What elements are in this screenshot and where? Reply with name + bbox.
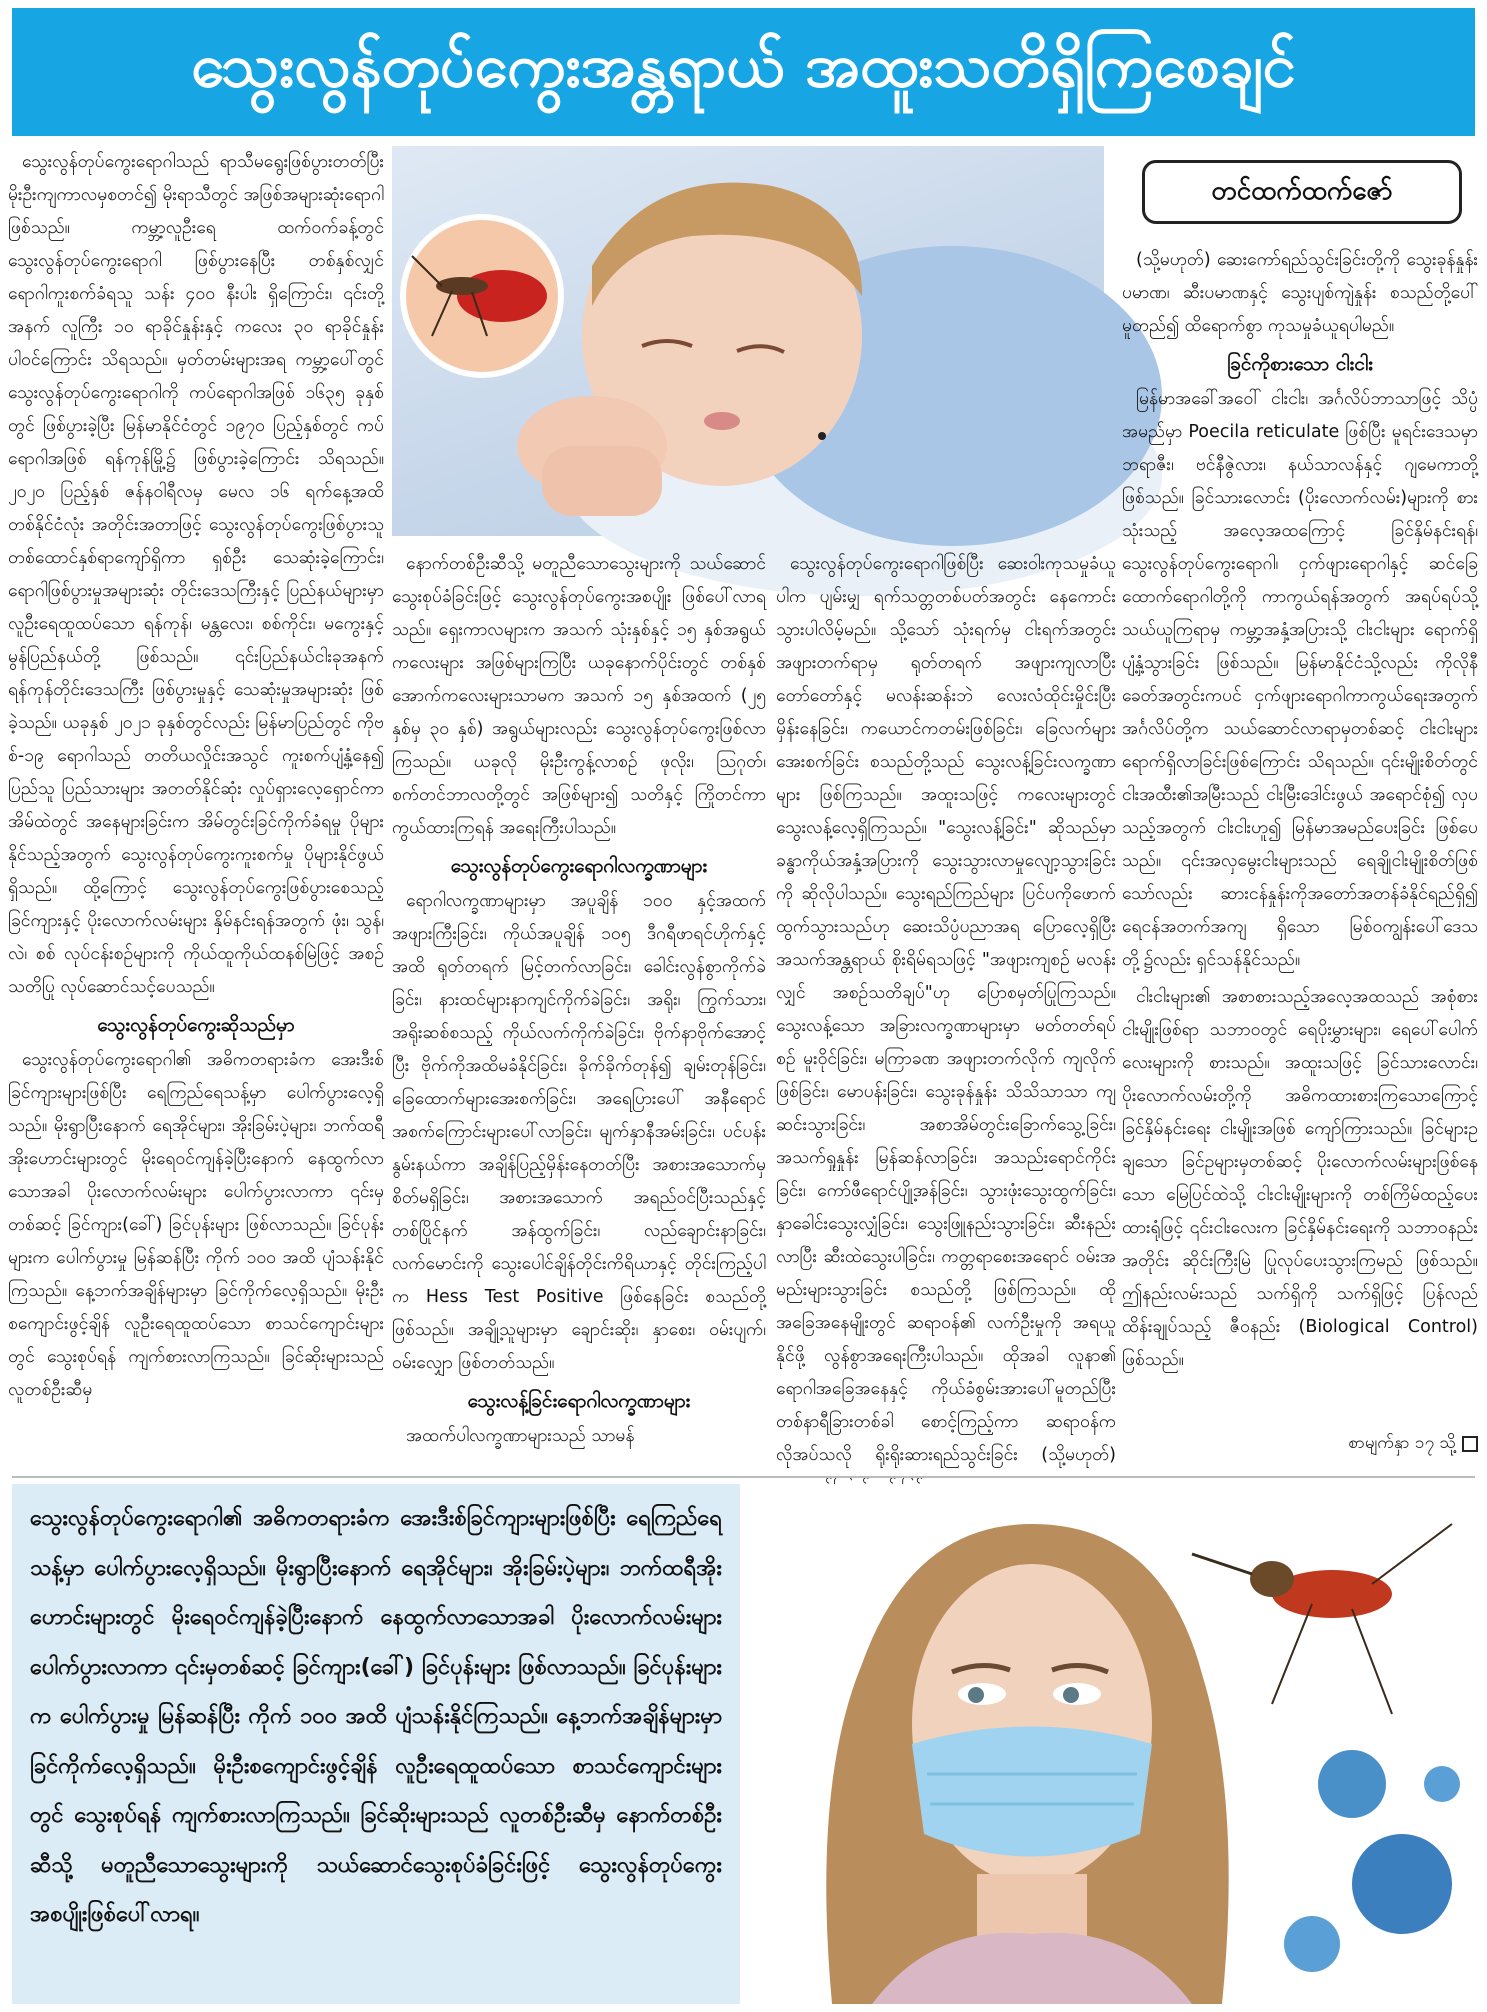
- subheading: သွေးလန့်ခြင်းရောဂါလက္ခဏာများ: [467, 1390, 691, 1412]
- continued-note: [1208, 1428, 1478, 1460]
- paragraph: သွေးလွန်တုပ်ကွေးရောဂါ၏ အဓိကတရားခံက အေးဒီးစ်ခြင်ကျားများဖြစ်ပြီး ရေကြည်ရေသန့်မှာ ပေါက်ပွားလေ့ရှိသည်။ မိုးရွာပြီးနောက် ရေအိုင်များ၊ အိုးခြမ်းပဲ့များ၊ ဘက်ထရီအိုးဟောင်းများတွင် မိုးရေဝင်ကျန်ခဲ့ပြီးနောက် နေထွက်လာသောအခါ ပိုးလောက်လမ်းများ ပေါက်ပွားလာကာ ၎င်းမှတစ်ဆင့် ခြင်ကျား(ခေါ်) ခြင်ပုန်းများ ဖြစ်လာသည်။ ခြင်ပုန်းများက ပေါက်ပွားမှု မြန်ဆန်ပြီး ကိုက် ၁၀၀ အထိ ပျံသန်းနိုင်ကြသည်။ နေ့ဘက်အချိန်များမှာ ခြင်ကိုက်လေ့ရှိသည်။ မိုးဦးစကျောင်းဖွင့်ချိန် လူဦးရေထူထပ်သော စာသင်ကျောင်းများတွင် သွေးစုပ်ရန် ကျက်စားလာကြသည်။ ခြင်ဆိုးများသည် လူတစ်ဦးဆီမှ: [8, 1050, 384, 1400]
- headline-banner: [12, 8, 1475, 136]
- paragraph: နောက်တစ်ဦးဆီသို့ မတူညီသောသွေးများကို သယ်ဆောင်သွေးစုပ်ခံခြင်းဖြင့် သွေးလွန်တုပ်ကွေးအစပျိုး ဖြစ်ပေါ်လာရသည်။ ရှေးကာလများက အသက် သုံးနှစ်နှင့် ၁၅ နှစ်အရွယ်ကလေးများ အဖြစ်များကြပြီး ယခုနောက်ပိုင်းတွင် တစ်နှစ်အောက်ကလေးများသာမက အသက် ၁၅ နှစ်အထက် (၂၅ နှစ်မှ ၃၀ နှစ်) အရွယ်များလည်း သွေးလွန်တုပ်ကွေးဖြစ်လာကြသည်။ ယခုလို မိုးဦးကွန့်လာစဉ် ဖုလိုး၊ ဩဂုတ်၊ စက်တင်ဘာလတို့တွင် အဖြစ်များ၍ သတိနှင့် ကြိုတင်ကာကွယ်ထားကြရန် အရေးကြီးပါသည်။: [392, 554, 766, 838]
- author-name-box: [1142, 160, 1462, 224]
- subheading: ခြင်ကိုစားသော ငါးငါး: [1227, 353, 1373, 375]
- article-column-2: [392, 548, 766, 1478]
- paragraph: ငါးငါးများ၏ အစာစားသည့်အလေ့အထသည် အစုံစားငါးမျိုးဖြစ်ရာ သဘာဝတွင် ရေပိုးမွှားများ၊ ရေပေါ်ပေါက်လေးများကို စားသည်။ အထူးသဖြင့် ခြင်သားလောင်း၊ ပိုးလောက်လမ်းတို့ကို အဓိကထားစားကြသောကြောင့် ခြင်နှိမ်နင်းရေး ငါးမျိုးအဖြစ် ကျော်ကြားသည်။ ခြင်များဥချသော ခြင်ဥများမှတစ်ဆင့် ပိုးလောက်လမ်းများဖြစ်နေသော မြေပြင်ထဲသို့ ငါးငါးမျိုးများကို တစ်ကြိမ်ထည့်ပေးထားရုံဖြင့် ၎င်းငါးလေးက ခြင်နှိမ်နင်းရေးကို သဘာဝနည်းအတိုင်း ဆိုင်းကြီးမြဲ ပြုလုပ်ပေးသွားကြမည် ဖြစ်သည်။ ဤနည်းလမ်းသည် သက်ရှိကို သက်ရှိဖြင့် ပြန်လည်ထိန်းချုပ်သည့် ဇီဝနည်း (Biological Control) ဖြစ်သည်။: [1122, 987, 1478, 1370]
- sleeping-child-illustration: [392, 146, 1104, 536]
- article-column-4: [1122, 244, 1478, 1424]
- author-byline: [1122, 146, 1478, 236]
- pull-quote-text: သွေးလွန်တုပ်ကွေးရောဂါ၏ အဓိကတရားခံက အေးဒီးစ်ခြင်ကျားများဖြစ်ပြီး ရေကြည်ရေသန့်မှာ ပေါက်ပွားလေ့ရှိသည်။ မိုးရွာပြီးနောက် ရေအိုင်များ၊ အိုးခြမ်းပဲ့များ၊ ဘက်ထရီအိုးဟောင်းများတွင် မိုးရေဝင်ကျန်ခဲ့ပြီးနောက် နေထွက်လာသောအခါ ပိုးလောက်လမ်းများ ပေါက်ပွားလာကာ ၎င်းမှတစ်ဆင့် ခြင်ကျား(ခေါ်) ခြင်ပုန်းများ ဖြစ်လာသည်။ ခြင်ပုန်းများက ပေါက်ပွားမှု မြန်ဆန်ပြီး ကိုက် ၁၀၀ အထိ ပျံသန်းနိုင်ကြသည်။ နေ့ဘက်အချိန်များမှာ ခြင်ကိုက်လေ့ရှိသည်။ မိုးဦးစကျောင်းဖွင့်ချိန် လူဦးရေထူထပ်သော စာသင်ကျောင်းများတွင် သွေးစုပ်ရန် ကျက်စားလာကြသည်။ ခြင်ဆိုးများသည် လူတစ်ဦးဆီမှ နောက်တစ်ဦးဆီသို့ မတူညီသောသွေးများကို သယ်ဆောင်သွေးစုပ်ခံခြင်းဖြင့် သွေးလွန်တုပ်ကွေး အစပျိုးဖြစ်ပေါ်လာရ။: [30, 1506, 722, 1927]
- article-column-3: [776, 548, 1116, 1478]
- subheading: သွေးလွန်တုပ်ကွေးဆိုသည်မှာ: [97, 1014, 295, 1036]
- sleeping-child-photo: [392, 146, 1104, 536]
- paragraph: သွေးလွန်တုပ်ကွေးရောဂါဖြစ်ပြီး ဆေးဝါးကုသမှုခံယူပါက ပျမ်းမျှ ရက်သတ္တတစ်ပတ်အတွင်း နေကောင်းသွားပါလိမ့်မည်။ သို့သော် သုံးရက်မှ ငါးရက်အတွင်း အဖျားတက်ရာမှ ရုတ်တရက် အဖျားကျလာပြီး တော်တော်နှင့် မလန်းဆန်းဘဲ လေးလံထိုင်းမှိုင်းပြီး မှိန်းနေခြင်း၊ ကယောင်ကတမ်းဖြစ်ခြင်း၊ ခြေလက်များအေးစက်ခြင်း စသည်တို့သည် သွေးလန့်ခြင်းလက္ခဏာများ ဖြစ်ကြသည်။ အထူးသဖြင့် ကလေးများတွင် သွေးလန့်လေ့ရှိကြသည်။ "သွေးလန့်ခြင်း" ဆိုသည်မှာ ခန္ဓာကိုယ်အနှံ့အပြားကို သွေးသွားလာမှုလျော့သွားခြင်းကို ဆိုလိုပါသည်။ သွေးရည်ကြည်များ ပြင်ပကိုဖောက်ထွက်သွားသည်ဟု ဆေးသိပ္ပံပညာအရ ပြောလေ့ရှိပြီး အသက်အန္တရာယ် စိုးရိမ်ရသဖြင့် "အဖျားကျစဉ် မလန်းလျှင် အစဉ်သတိချပ်"ဟု ပြောစမှတ်ပြုကြသည်။ သွေးလန့်သော အခြားလက္ခဏာများမှာ မတ်တတ်ရပ်စဉ် မူးဝိုင်ခြင်း၊ မကြာခဏ အဖျားတက်လိုက် ကျလိုက်ဖြစ်ခြင်း၊ မောပန်းခြင်း၊ သွေးခုန်နှုန်း သိသိသာသာ ကျဆင်းသွားခြင်း၊ အစာအိမ်တွင်းခြောက်သွေ့ခြင်း၊ အသက်ရှုနှုန်း မြန်ဆန်လာခြင်း၊ အသည်းရောင်ကိုင်းခြင်း၊ ကော်ဖီရောင်ပျို့အန်ခြင်း၊ သွားဖုံးသွေးထွက်ခြင်း၊ နှာခေါင်းသွေးလျှံခြင်း၊ သွေးဖြူနည်းသွားခြင်း၊ ဆီးနည်းလာပြီး ဆီးထဲသွေးပါခြင်း၊ ကတ္တရာစေးအရောင် ဝမ်းအမည်းများသွားခြင်း စသည်တို့ ဖြစ်ကြသည်။ ထိုအခြေအနေမျိုးတွင် ဆရာဝန်၏ လက်ဦးမှုကို အရယူနိုင်ဖို့ လွန်စွာအရေးကြီးပါသည်။ ထိုအခါ လူနာ၏ ရောဂါအခြေအနေနှင့် ကိုယ်ခံစွမ်းအားပေါ်မူတည်ပြီး တစ်နာရီခြားတစ်ခါ စောင့်ကြည့်ကာ ဆရာဝန်က လိုအပ်သလို ရိုးရိုးဆားရည်သွင်းခြင်း (သို့မဟုတ်): [776, 554, 1116, 1465]
- section-divider: [12, 1476, 1475, 1478]
- paragraph: သွေးလွန်တုပ်ကွေးရောဂါသည် ရာသီမရွေးဖြစ်ပွားတတ်ပြီး မိုးဦးကျကာလမှစတင်၍ မိုးရာသီတွင် အဖြစ်အများဆုံးရောဂါ ဖြစ်သည်။ ကမ္ဘာ့လူဦးရေ ထက်ဝက်ခန့်တွင် သွေးလွန်တုပ်ကွေးရောဂါ ဖြစ်ပွားနေပြီး တစ်နှစ်လျှင် ရောဂါကူးစက်ခံရသူ သန်း ၄၀၀ နီးပါး ရှိကြောင်း၊ ၎င်းတို့အနက် လူကြီး ၁၀ ရာခိုင်နှုန်းနှင့် ကလေး ၃၀ ရာခိုင်နှုန်း ပါဝင်ကြောင်း သိရသည်။ မှတ်တမ်းများအရ ကမ္ဘာ့ပေါ်တွင် သွေးလွန်တုပ်ကွေးရောဂါကို ကပ်ရောဂါအဖြစ် ၁၆၃၅ ခုနှစ်တွင် ဖြစ်ပွားခဲ့ပြီး မြန်မာနိုင်ငံတွင် ၁၉၇၀ ပြည့်နှစ်တွင် ကပ်ရောဂါအဖြစ် ရန်ကုန်မြို့၌ ဖြစ်ပွားခဲ့ကြောင်း သိရသည်။ ၂၀၂၀ ပြည့်နှစ် ဇန်နဝါရီလမှ မေလ ၁၆ ရက်နေ့အထိ တစ်နိုင်ငံလုံး အတိုင်းအတာဖြင့် သွေးလွန်တုပ်ကွေးဖြစ်ပွားသူ တစ်ထောင်နှစ်ရာကျော်ရှိကာ ရှစ်ဦး သေဆုံးခဲ့ကြောင်း၊ ရောဂါဖြစ်ပွားမှုအများဆုံး တိုင်းဒေသကြီးနှင့် ပြည်နယ်များမှာ လူဦးရေထူထပ်သော ရန်ကုန်၊ မန္တလေး၊ စစ်ကိုင်း၊ မကွေးနှင့် မွန်ပြည်နယ်တို့ ဖြစ်သည်။ ၎င်းပြည်နယ်ငါးခုအနက် ရန်ကုန်တိုင်းဒေသကြီး ဖြစ်ပွားမှုနှင့် သေဆုံးမှုအများဆုံး ဖြစ်ခဲ့သည်။ ယခုနှစ် ၂၀၂၁ ခုနှစ်တွင်လည်း မြန်မာပြည်တွင် ကိုဗစ်-၁၉ ရောဂါသည် တတိယလှိုင်းအသွင် ကူးစက်ပျံ့နှံ့နေ၍ ပြည်သူ ပြည်သားများ အတတ်နိုင်ဆုံး လှုပ်ရှားလေ့ရှောင်ကာ အိမ်ထဲတွင် အနေများခြင်းက အိမ်တွင်းခြင်ကိုက်ခံရမှု ပိုများနိုင်သည့်အတွက် သွေးလွန်တုပ်ကွေးကူးစက်မှု ပိုများနိုင်ဖွယ်ရှိသည်။ ထို့ကြောင့် သွေးလွန်တုပ်ကွေးဖြစ်ပွားစေသည့် ခြင်ကျားနှင့် ပိုးလောက်လမ်းများ နှိမ်နင်းရန်အတွက် ဖုံး၊ သွန်၊ လဲ၊ စစ် လုပ်ငန်းစဉ်များကို ကိုယ်ထူကိုယ်ထနစ်မြဲဖြင့် အစဉ်သတိပြု လုပ်ဆောင်သင့်ပေသည်။: [8, 152, 384, 997]
- headline: သွေးလွန်တုပ်ကွေးအန္တရာယ် အထူးသတိရှိကြစေချင်: [190, 31, 1297, 101]
- masked-woman-photo: [752, 1484, 1476, 2004]
- continued-text: စာမျက်နှာ ၁၇ သို့: [1348, 1432, 1456, 1453]
- pull-quote-box: [12, 1484, 740, 2004]
- paragraph: မြန်မာအခေါ်အဝေါ် ငါးငါး၊ အင်္ဂလိပ်ဘာသာဖြင့် သိပ္ပံအမည်မှာ Poecila reticulate ဖြစ်ပြီး မူရင်းဒေသမှာ ဘရာဇီး၊ ဗင်နီဇွဲလား၊ နယ်သာလန်နှင့် ဂျမေကာတို့ ဖြစ်သည်။ ခြင်သားလောင်း (ပိုးလောက်လမ်း)များကို စားသုံးသည့် အလေ့အထကြောင့် ခြင်နှိမ်နင်းရန်၊ သွေးလွန်တုပ်ကွေးရောဂါ၊ ငှက်ဖျားရောဂါနှင့် ဆင်ခြေထောက်ရောဂါတို့ကို ကာကွယ်ရန်အတွက် အရပ်ရပ်သို့သယ်ယူကြရာမှ ကမ္ဘာ့အနှံ့အပြားသို့ ငါးငါးများ ရောက်ရှိပျံ့နှံ့သွားခြင်း ဖြစ်သည်။ မြန်မာနိုင်ငံသို့လည်း ကိုလိုနီခေတ်အတွင်းကပင် ငှက်ဖျားရောဂါကာကွယ်ရေးအတွက် အင်္ဂလိပ်တို့က သယ်ဆောင်လာရာမှတစ်ဆင့် ငါးငါးများ ရောက်ရှိလာခြင်းဖြစ်ကြောင်း သိရသည်။ ၎င်းမျိုးစိတ်တွင် ငါးအထီး၏အမြီးသည် ငါးမြီးဒေါင်းဖွယ် အရောင်စုံ၍ လှပသည့်အတွက် ငါးငါးဟူ၍ မြန်မာအမည်ပေးခြင်း ဖြစ်ပေသည်။ ၎င်းအလှမွေးငါးများသည် ရေချိုငါးမျိုးစိတ်ဖြစ်သော်လည်း ဆားငန်နှုန်းကိုအတော်အတန်ခံနိုင်ရည်ရှိ၍ ရေငန်အတက်အကျ ရှိသော မြစ်ဝကျွန်းပေါ်ဒေသတို့၌လည်း ရှင်သန်နိုင်သည်။: [1122, 389, 1478, 970]
- author-name: တင်ထက်ထက်ဇော်: [1211, 175, 1393, 206]
- end-mark-icon: [1462, 1436, 1478, 1452]
- subheading: သွေးလွန်တုပ်ကွေးရောဂါလက္ခဏာများ: [450, 855, 708, 877]
- paragraph: အထက်ပါလက္ခဏာများသည် သာမန်: [406, 1426, 635, 1446]
- article-column-1: [8, 146, 384, 1464]
- paragraph: ရောဂါလက္ခဏာများမှာ အပူချိန် ၁၀၀ နှင့်အထက် အဖျားကြီးခြင်း၊ ကိုယ်အပူချိန် ၁၀၅ ဒီဂရီဖာရင်ဟိုက်နှင့် အထိ ရုတ်တရက် မြင့်တက်လာခြင်း၊ ခေါင်းလွန်စွာကိုက်ခဲခြင်း၊ နားထင်များနာကျင်ကိုက်ခဲခြင်း၊ အရိုး၊ ကြွက်သား၊ အရိုးဆစ်စသည့် ကိုယ်လက်ကိုက်ခဲခြင်း၊ ဗိုက်နာဗိုက်အောင့်ပြီး ဗိုက်ကိုအထိမခံနိုင်ခြင်း၊ ခိုက်ခိုက်တုန်၍ ချမ်းတုန်ခြင်း၊ ခြေထောက်များအေးစက်ခြင်း၊ အရေပြားပေါ် အနီရောင်အစက်ကြောင်းများပေါ်လာခြင်း၊ မျက်နှာနီအမ်းခြင်း၊ ပင်ပန်းနွမ်းနယ်ကာ အချိန်ပြည့်မှိန်းနေတတ်ပြီး အစားအသောက်မှ စိတ်မရှိခြင်း၊ အစားအသောက် အရည်ဝင်ပြီးသည်နှင့် တစ်ပြိုင်နက် အန်ထွက်ခြင်း၊ လည်ချောင်းနာခြင်း၊ လက်မောင်းကို သွေးပေါင်ချိန်တိုင်းကိရိယာနှင့် တိုင်းကြည့်ပါက Hess Test Positive ဖြစ်နေခြင်း စသည်တို့ဖြစ်သည်။ အချို့သူများမှာ ချောင်းဆိုး၊ နှာစေး၊ ဝမ်းပျက်၊ ဝမ်းလျှော ဖြစ်တတ်သည်။: [392, 891, 766, 1373]
- paragraph: (သို့မဟုတ်) ဆေးကော်ရည်သွင်းခြင်းတို့ကို သွေးခုန်နှုန်းပမာဏ၊ ဆီးပမာဏနှင့် သွေးပျစ်ကျဲနှုန်း စသည်တို့ပေါ်မူတည်၍ ထိရောက်စွာ ကုသမှုခံယူရပါမည်။: [1122, 250, 1478, 336]
- woman-mask-mosquito-illustration: [752, 1484, 1476, 2004]
